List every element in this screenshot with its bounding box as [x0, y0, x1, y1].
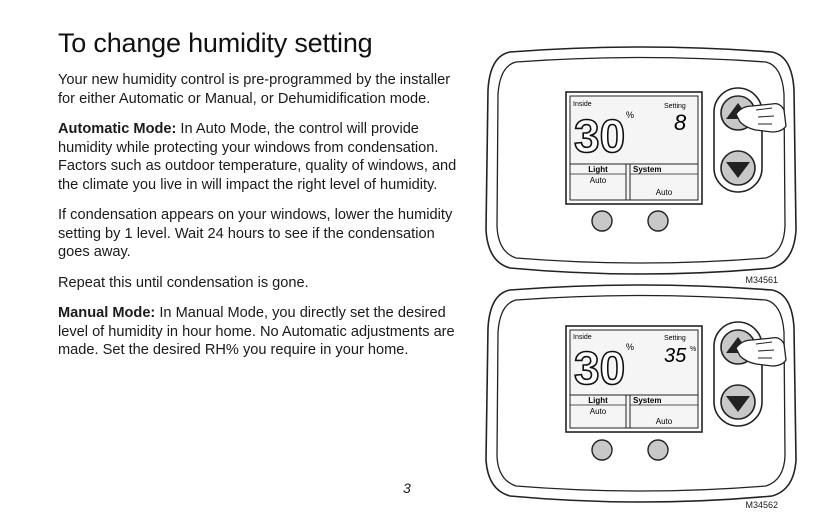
humidity-control-device: [480, 40, 802, 288]
light-button[interactable]: [592, 211, 612, 231]
condensation-paragraph: If condensation appears on your windows, lower the humidity setting by 1 level. Wait 24 hours to see if the condensation goes away.: [58, 207, 453, 260]
manual-mode-paragraph: [58, 304, 468, 360]
page-number: 3: [403, 480, 411, 496]
percent-symbol: %: [626, 342, 635, 352]
setting-label: Setting: [664, 103, 686, 110]
page-title: To change humidity setting: [58, 28, 373, 58]
system-button[interactable]: [648, 211, 668, 231]
humidity-control-device: [480, 282, 802, 514]
automatic-mode-paragraph: [58, 120, 468, 194]
repeat-paragraph: Repeat this until condensation is gone.: [58, 274, 309, 291]
light-button[interactable]: [592, 440, 612, 460]
manual-mode-text: In Manual Mode, you directly set the desired level of humidity in hour home. No Automatic adjustments are made. Set the desired RH% you require in your home.: [58, 305, 455, 358]
setting-label: Setting: [664, 335, 686, 342]
thermostat-figure-2: [480, 282, 802, 514]
automatic-mode-text: In Auto Mode, the control will provide humidity while protecting your windows from condensation. Factors such as outdoor temperature, quality of windows, and the climate you live in will impact the right level of humidity.: [58, 121, 457, 193]
system-value: Auto: [655, 188, 673, 197]
light-label: Light: [588, 165, 608, 174]
setting-value: 8: [674, 110, 687, 135]
light-label: Light: [588, 396, 608, 405]
inside-label: Inside: [573, 334, 592, 341]
intro-paragraph: Your new humidity control is pre-programmed by the installer for either Automatic or Manual, or Dehumidification mode.: [58, 72, 451, 107]
system-label: System: [633, 396, 662, 405]
system-button[interactable]: [648, 440, 668, 460]
setting-percent: %: [690, 346, 697, 353]
figure-id: M34562: [745, 500, 778, 510]
thermostat-figure-1: [480, 40, 802, 288]
light-value: Auto: [589, 407, 607, 416]
instruction-text: [58, 28, 468, 372]
setting-value: 35: [664, 345, 687, 367]
percent-symbol: %: [626, 110, 635, 120]
system-value: Auto: [655, 417, 673, 426]
light-value: Auto: [589, 176, 607, 185]
system-label: System: [633, 165, 662, 174]
figure-id: M34561: [745, 275, 778, 285]
inside-label: Inside: [573, 101, 592, 108]
manual-mode-label: Manual Mode:: [58, 305, 156, 321]
inside-humidity-value: 30: [574, 110, 626, 162]
automatic-mode-label: Automatic Mode:: [58, 121, 177, 137]
inside-humidity-value: 30: [574, 342, 626, 394]
